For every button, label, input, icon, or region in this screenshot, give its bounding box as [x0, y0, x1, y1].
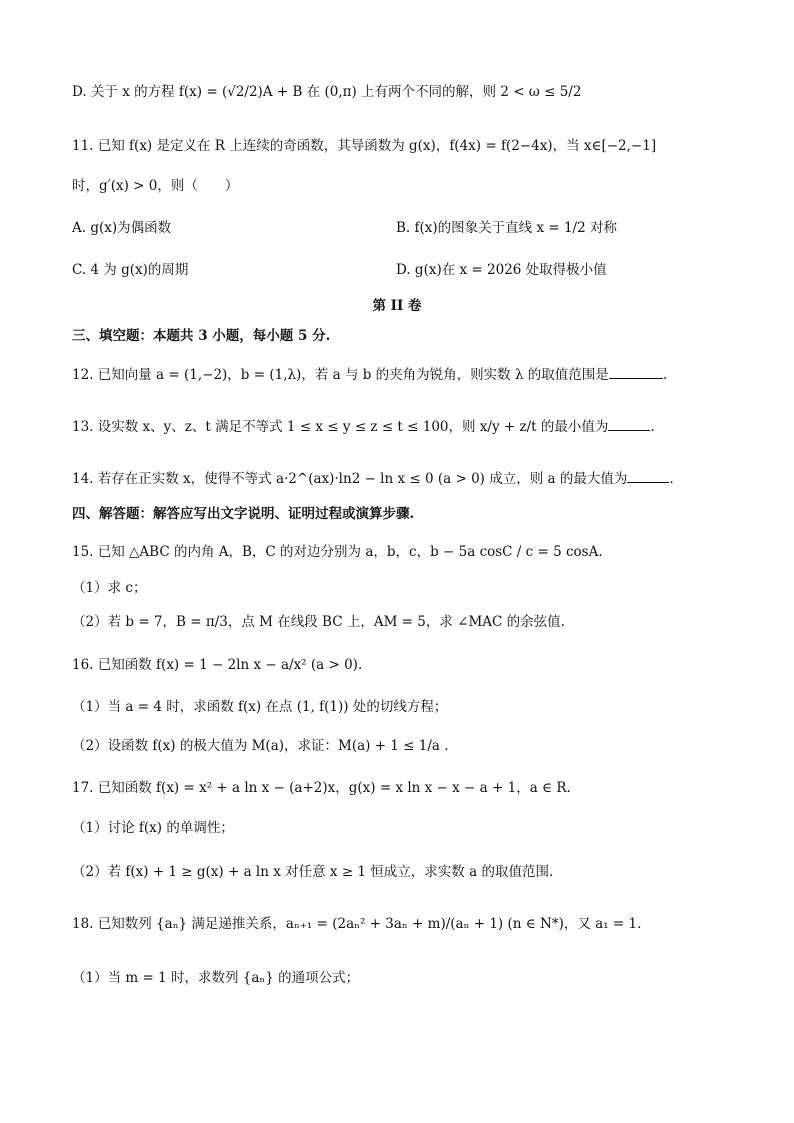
question-15: 15. 已知 △ABC 的内角 A，B，C 的对边分别为 a，b，c，b − 5a cosC / c = 5 cosA. — [72, 544, 603, 560]
question-11-option-c: C. 4 为 g(x)的周期 — [72, 262, 189, 278]
answer-blank — [609, 364, 663, 379]
section-4-heading: 四、解答题：解答应写出文字说明、证明过程或演算步骤. — [72, 506, 415, 522]
question-16: 16. 已知函数 f(x) = 1 − 2ln x − a/x² (a > 0). — [72, 657, 363, 673]
question-12: 12. 已知向量 a = (1,−2)，b = (1,λ)，若 a 与 b 的夹角为锐角，则实数 λ 的取值范围是 . — [72, 364, 667, 385]
answer-blank — [627, 468, 669, 483]
question-12-text: 12. 已知向量 a = (1,−2)，b = (1,λ)，若 a 与 b 的夹角为锐角，则实数 λ 的取值范围是 — [72, 367, 609, 383]
question-15-part-2: （2）若 b = 7，B = π/3，点 M 在线段 BC 上，AM = 5，求 ∠MAC 的余弦值. — [72, 614, 565, 630]
question-13-text: 13. 设实数 x、y、z、t 满足不等式 1 ≤ x ≤ y ≤ z ≤ t ≤ 100，则 x/y + z/t 的最小值为 — [72, 419, 609, 435]
answer-blank — [608, 416, 650, 431]
question-11-option-d: D. g(x)在 x = 2026 处取得极小值 — [396, 262, 607, 278]
question-18: 18. 已知数列 {aₙ} 满足递推关系，aₙ₊₁ = (2aₙ² + 3aₙ + m)/(aₙ + 1) (n ∈ N*)，又 a₁ = 1. — [72, 916, 642, 932]
section-3-heading: 三、填空题：本题共 3 小题，每小题 5 分. — [72, 328, 331, 344]
question-14-text: 14. 若存在正实数 x，使得不等式 a·2^(ax)·ln2 − ln x ≤ 0 (a > 0) 成立，则 a 的最大值为 — [72, 471, 628, 487]
question-11-stem: 11. 已知 f(x) 是定义在 R 上连续的奇函数，其导函数为 g(x)，f(4x) = f(2−4x)，当 x∈[−2,−1] — [72, 138, 657, 154]
question-17-part-1: （1）讨论 f(x) 的单调性； — [72, 820, 234, 836]
question-15-part-1: （1）求 c； — [72, 580, 147, 596]
question-11-option-b: B. f(x)的图象关于直线 x = 1/2 对称 — [396, 220, 617, 236]
question-11-option-a: A. g(x)为偶函数 — [72, 220, 172, 236]
question-18-part-1: （1）当 m = 1 时，求数列 {aₙ} 的通项公式； — [72, 970, 360, 986]
question-16-part-2: （2）设函数 f(x) 的极大值为 M(a)，求证：M(a) + 1 ≤ 1/a . — [72, 738, 449, 754]
question-17: 17. 已知函数 f(x) = x² + a ln x − (a+2)x，g(x) = x ln x − x − a + 1，a ∈ R. — [72, 780, 571, 796]
part-2-heading: 第 II 卷 — [372, 298, 422, 314]
question-16-part-1: （1）当 a = 4 时，求函数 f(x) 在点 (1, f(1)) 处的切线方程； — [72, 699, 448, 715]
question-17-part-2: （2）若 f(x) + 1 ≥ g(x) + a ln x 对任意 x ≥ 1 恒成立，求实数 a 的取值范围. — [72, 864, 554, 880]
question-14: 14. 若存在正实数 x，使得不等式 a·2^(ax)·ln2 − ln x ≤ 0 (a > 0) 成立，则 a 的最大值为 . — [72, 468, 674, 489]
question-11-stem-cont: 时，g′(x) > 0，则（ ） — [72, 178, 239, 194]
question-13: 13. 设实数 x、y、z、t 满足不等式 1 ≤ x ≤ y ≤ z ≤ t ≤ 100，则 x/y + z/t 的最小值为 . — [72, 416, 655, 437]
line-10-option-d: D. 关于 x 的方程 f(x) = (√2/2)A + B 在 (0,π) 上有两个不同的解，则 2 < ω ≤ 5/2 — [72, 84, 582, 100]
